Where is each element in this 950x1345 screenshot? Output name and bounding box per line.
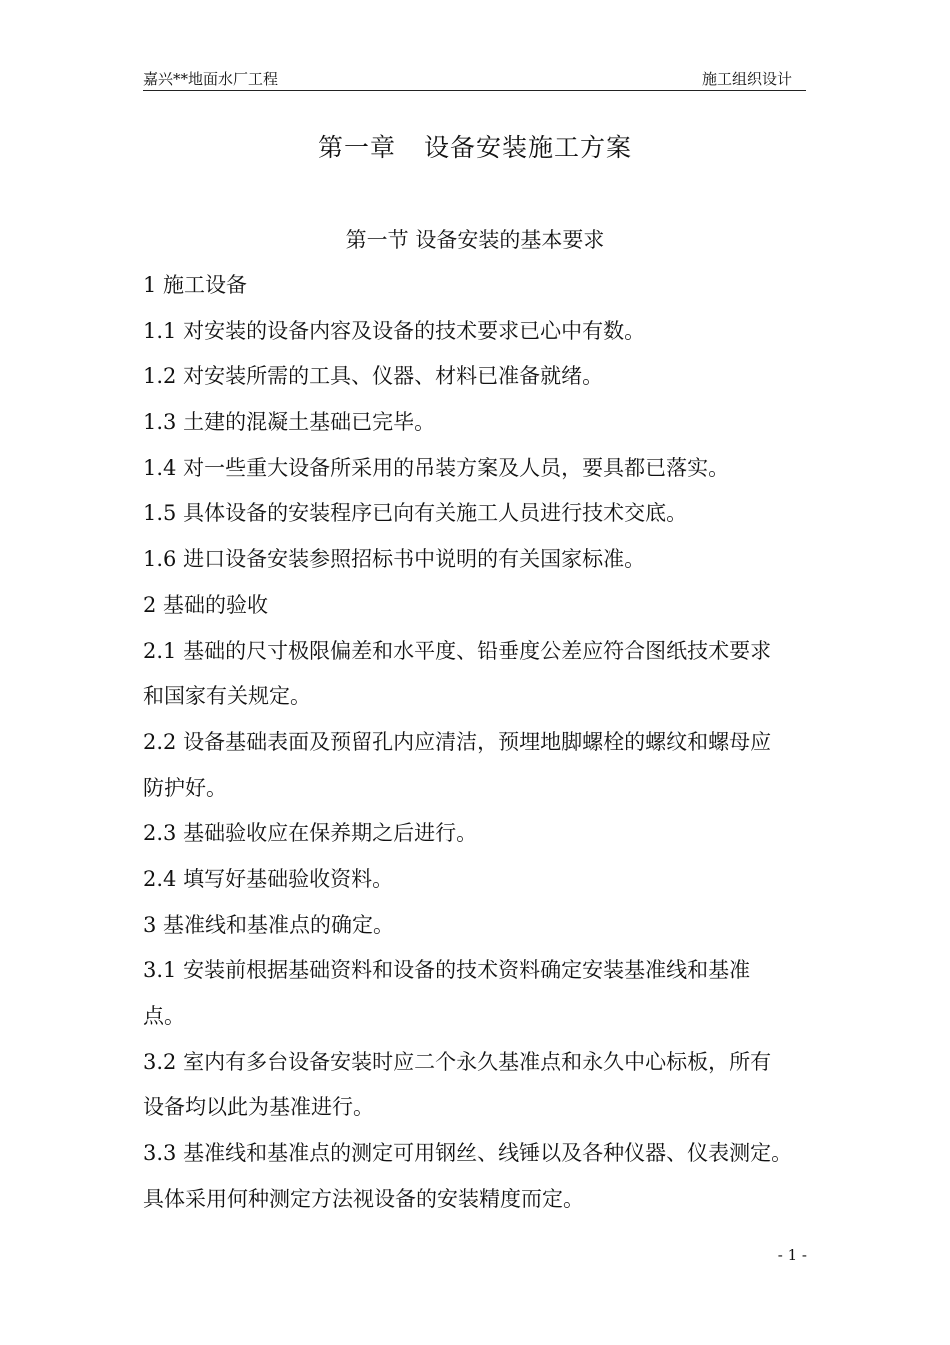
- paragraph-1-3: 1.3 土建的混凝土基础已完毕。: [143, 410, 436, 435]
- chapter-title: 设备安装施工方案: [424, 133, 633, 162]
- paragraph-3-3: 3.3 基准线和基准点的测定可用钢丝、线锤以及各种仪器、仪表测定。: [143, 1141, 793, 1166]
- header-document-type: 施工组织设计: [701, 70, 792, 88]
- paragraph-1-2: 1.2 对安装所需的工具、仪器、材料已准备就绪。: [143, 364, 604, 389]
- paragraph-2-4: 2.4 填写好基础验收资料。: [143, 866, 394, 891]
- page-number: - 1 -: [777, 1246, 807, 1264]
- paragraph-3-1: 3.1 安装前根据基础资料和设备的技术资料确定安装基准线和基准: [143, 958, 751, 983]
- page-header: [143, 66, 806, 91]
- paragraph-2-1-continued: 和国家有关规定。: [143, 684, 311, 709]
- paragraph-2-2: 2.2 设备基础表面及预留孔内应清洁，预埋地脚螺栓的螺纹和螺母应: [143, 729, 772, 754]
- paragraph-2-1: 2.1 基础的尺寸极限偏差和水平度、铅垂度公差应符合图纸技术要求: [143, 638, 772, 663]
- paragraph-2-3: 2.3 基础验收应在保养期之后进行。: [143, 821, 478, 846]
- paragraph-1-1: 1.1 对安装的设备内容及设备的技术要求已心中有数。: [143, 318, 646, 343]
- header-project-name: 嘉兴**地面水厂工程: [143, 70, 279, 88]
- paragraph-1-6: 1.6 进口设备安装参照招标书中说明的有关国家标准。: [143, 547, 646, 572]
- paragraph-1-4: 1.4 对一些重大设备所采用的吊装方案及人员，要具都已落实。: [143, 455, 730, 480]
- chapter-number: 第一章: [317, 133, 396, 162]
- paragraph-3-3-continued: 具体采用何种测定方法视设备的安装精度而定。: [143, 1186, 584, 1211]
- paragraph-3-2: 3.2 室内有多台设备安装时应二个永久基准点和永久中心标板，所有: [143, 1049, 772, 1074]
- heading-2-foundation-acceptance: 2 基础的验收: [143, 592, 269, 617]
- paragraph-3-1-continued: 点。: [143, 1004, 185, 1028]
- paragraph-3-2-continued: 设备均以此为基准进行。: [143, 1095, 374, 1120]
- section-heading: 第一节 设备安装的基本要求: [345, 228, 605, 252]
- paragraph-2-2-continued: 防护好。: [143, 775, 227, 800]
- heading-3-reference-lines: 3 基准线和基准点的确定。: [143, 912, 395, 937]
- heading-1-construction-equipment: 1 施工设备: [143, 273, 248, 297]
- chapter-heading: [0, 128, 950, 164]
- document-body: [143, 266, 809, 1225]
- paragraph-1-5: 1.5 具体设备的安装程序已向有关施工人员进行技术交底。: [143, 501, 688, 526]
